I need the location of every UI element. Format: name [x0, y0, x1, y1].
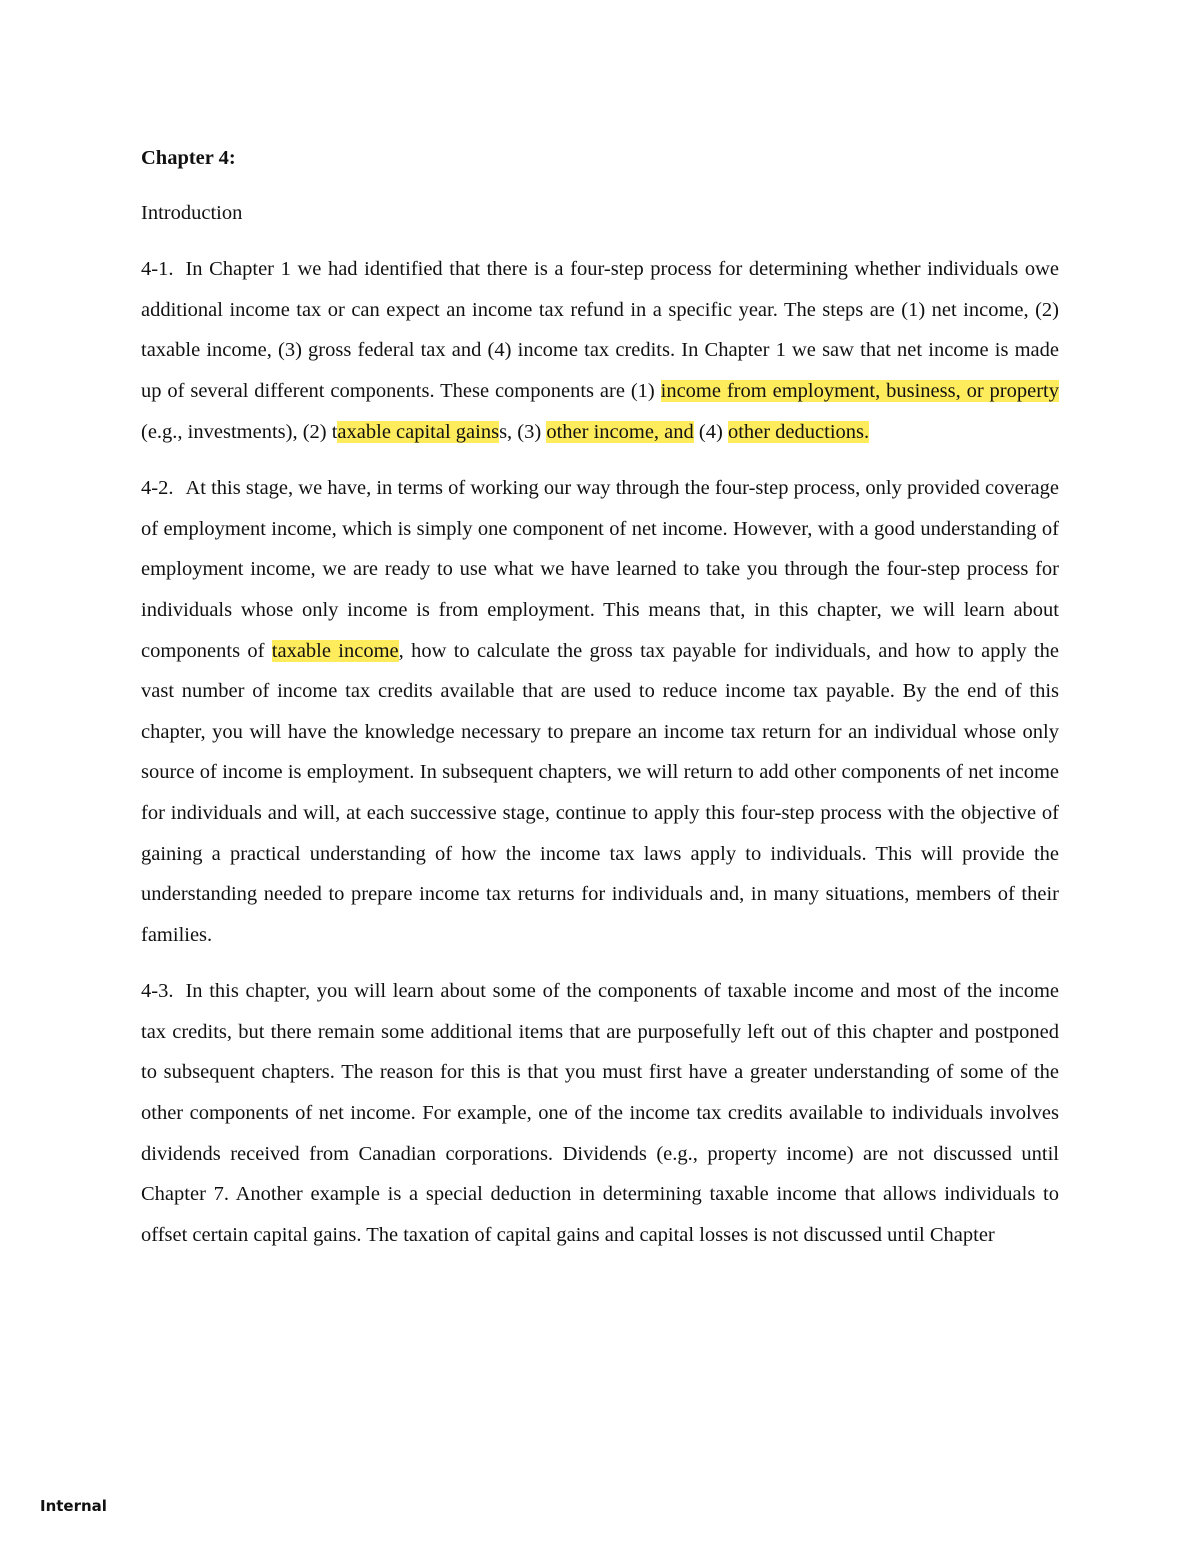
highlighted-text: other deductions. [727, 420, 870, 443]
paragraph-4-1 [141, 249, 1059, 452]
chapter-heading: Chapter 4: [141, 147, 236, 169]
section-title: Introduction [141, 201, 243, 224]
paragraph-4-3 [141, 971, 1059, 1255]
paragraph-4-2 [141, 468, 1059, 955]
highlighted-text: other income, and [546, 420, 694, 443]
highlighted-text: axable capital gains [337, 420, 500, 443]
highlighted-text: income from employment, business, or property [660, 379, 1060, 402]
footer-classification-label: Internal [40, 1497, 107, 1515]
paragraph-text: s, (3) [499, 420, 547, 443]
paragraph-text: (4) [693, 420, 728, 443]
highlighted-text: taxable income [271, 639, 399, 662]
document-body [141, 138, 1059, 1271]
paragraph-text: In Chapter 1 we had identified that there is a four-step process for determining whether individuals owe additional income tax or can expect an income tax refund in a specific year. The steps are (1) net income, (2) taxable income, (3) gross federal tax and (4) income tax credits. In Chapter 1 we saw that net income is made up of several different components. These components are (1) [141, 258, 1059, 402]
paragraph-number: 4-3. [141, 980, 174, 1003]
paragraph-text: At this stage, we have, in terms of working our way through the four-step process, only provided coverage of employment income, which is simply one component of net income. However, with a good understanding of employment income, we are ready to use what we have learned to take you through the four-step process for individuals whose only income is from employment. This means that, in this chapter, we will learn about components of [141, 477, 1059, 662]
paragraph-text: In this chapter, you will learn about some of the components of taxable income and most of the income tax credits, but there remain some additional items that are purposefully left out of this chapter and postponed to subsequent chapters. The reason for this is that you must first have a greater understanding of some of the other components of net income. For example, one of the income tax credits available to individuals involves dividends received from Canadian corporations. Dividends (e.g., property income) are not discussed until Chapter 7. Another example is a special deduction in determining taxable income that allows individuals to offset certain capital gains. The taxation of capital gains and capital losses is not discussed until Chapter [141, 980, 1059, 1246]
paragraph-text: (e.g., investments), (2) t [141, 420, 338, 443]
paragraph-number: 4-1. [141, 258, 174, 281]
paragraph-text: , how to calculate the gross tax payable for individuals, and how to apply the vast number of income tax credits available that are used to reduce income tax payable. By the end of this chapter, you will have the knowledge necessary to prepare an income tax return for an individual whose only source of income is employment. In subsequent chapters, we will return to add other components of net income for individuals and will, at each successive stage, continue to apply this four-step process with the objective of gaining a practical understanding of how the income tax laws apply to individuals. This will provide the understanding needed to prepare income tax returns for individuals and, in many situations, members of their families. [141, 639, 1059, 946]
paragraph-number: 4-2. [141, 477, 174, 500]
